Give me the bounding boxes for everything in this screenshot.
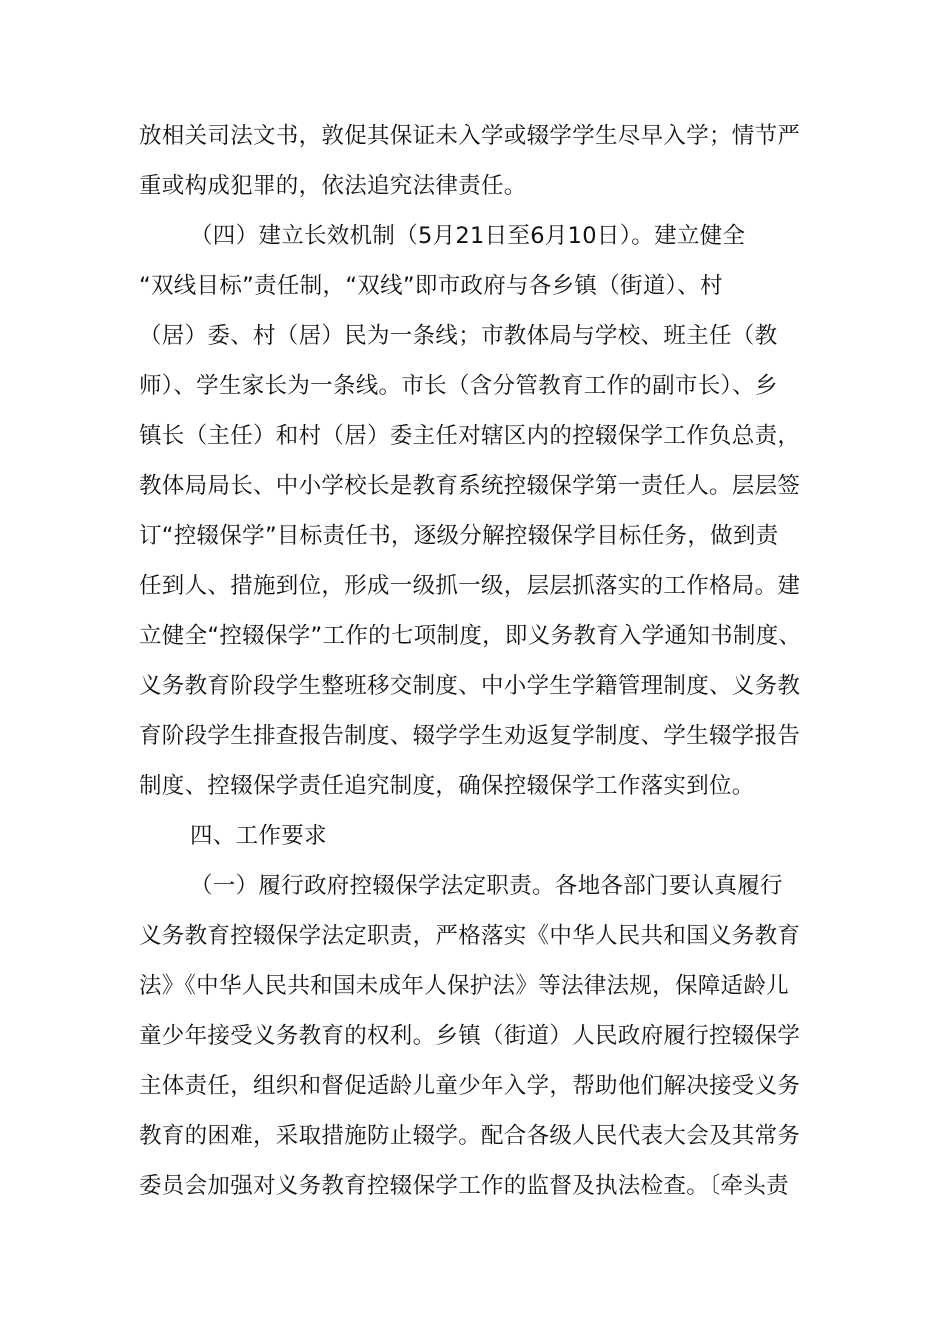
text-line: 童少年接受义务教育的权利。乡镇（街道）人民政府履行控辍保学 [139, 1023, 801, 1049]
text-line: 任到人、措施到位，形成一级抓一级，层层抓落实的工作格局。建 [139, 573, 801, 599]
text-line: 委员会加强对义务教育控辍保学工作的监督及执法检查。〔牵头责 [139, 1173, 789, 1199]
text-line: 镇长（主任）和村（居）委主任对辖区内的控辍保学工作负总责， [139, 423, 801, 449]
text-line: 育阶段学生排查报告制度、辍学学生劝返复学制度、学生辍学报告 [139, 723, 801, 749]
section-heading-1: （一）履行政府控辍保学法定职责。各地各部门要认真履行 [190, 873, 783, 899]
text-line: 教育的困难，采取措施防止辍学。配合各级人民代表大会及其常务 [139, 1123, 801, 1149]
text-line: 重或构成犯罪的，依法追究法律责任。 [139, 173, 527, 199]
section-title-work-requirements: 四、工作要求 [190, 823, 327, 849]
text-line: 义务教育控辍保学法定职责，严格落实《中华人民共和国义务教育 [139, 923, 801, 949]
text-line: 法》《中华人民共和国未成年人保护法》等法律法规，保障适龄儿 [139, 973, 789, 999]
text-line: 主体责任，组织和督促适龄儿童少年入学，帮助他们解决接受义务 [139, 1073, 801, 1099]
text-line: “双线目标”责任制，“双线”即市政府与各乡镇（街道）、村 [139, 273, 723, 299]
text-line: 义务教育阶段学生整班移交制度、中小学生学籍管理制度、义务教 [139, 673, 801, 699]
text-line: 师）、学生家长为一条线。市长（含分管教育工作的副市长）、乡 [139, 373, 778, 399]
text-line: 教体局局长、中小学校长是教育系统控辍保学第一责任人。层层签 [139, 473, 801, 499]
text-line: 订“控辍保学”目标责任书，逐级分解控辍保学目标任务，做到责 [139, 523, 779, 549]
text-line: 立健全“控辍保学”工作的七项制度，即义务教育入学通知书制度、 [139, 623, 802, 649]
text-line: 放相关司法文书，敦促其保证未入学或辍学学生尽早入学；情节严 [139, 123, 801, 149]
section-heading-4: （四）建立长效机制（5月21日至6月10日）。建立健全 [190, 223, 746, 249]
text-line: （居）委、村（居）民为一条线；市教体局与学校、班主任（教 [139, 323, 778, 349]
text-line: 制度、控辍保学责任追究制度，确保控辍保学工作落实到位。 [139, 773, 755, 799]
